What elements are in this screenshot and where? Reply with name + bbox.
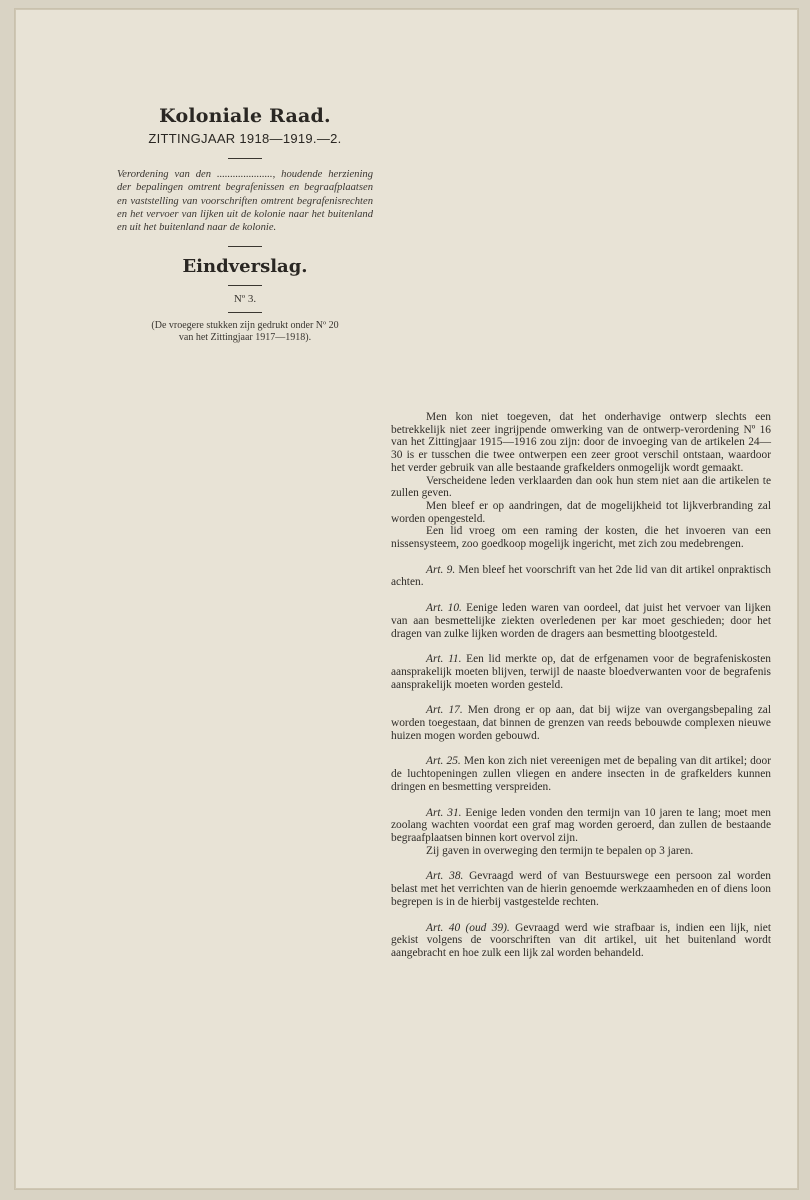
article-text: Eenige leden waren van oordeel, dat juist het vervoer van lijken van aan besmettelijke ziekten overledenen per kar moet geschieden; door het dragen van zulke lijken worden de dragers aan besmetting blootgesteld.: [391, 602, 771, 640]
divider: [228, 158, 262, 159]
article-label-extra: (oud 39).: [465, 921, 510, 934]
note-line: van het Zittingjaar 1917—1918).: [178, 331, 312, 343]
paragraph: Men kon niet toegeven, dat het onderhavige ontwerp slechts een betrekkelijk niet zeer ingrijpende omwerking van de ontwerp-verordening Nº 16 van het Zittingjaar 1915—1916 zou zijn: door de invoeging van de artikelen 24—30 is er tusschen die twee ontwerpen een zeer groot verschil ontstaan, waardoor het verder gebruik van alle bestaande grafkelders onmogelijk wordt gemaakt.: [391, 411, 771, 474]
report-title: Eindverslag.: [182, 256, 308, 278]
divider: [228, 312, 262, 313]
article-paragraph: [391, 755, 771, 793]
council-title: Koloniale Raad.: [159, 105, 331, 127]
paragraph: Een lid vroeg om een raming der kosten, die het invoeren van een nissensysteem, zoo goedkoop mogelijk ingericht, met zich zou medebrengen.: [391, 525, 771, 551]
report-body: [391, 411, 771, 960]
document-header: [115, 105, 375, 343]
article-paragraph: [391, 602, 771, 640]
article-label: Art. 10.: [426, 602, 462, 615]
ordinance-description: Verordening van den ....................., houdende herziening der bepalingen omtrent begrafenissen en begraafplaatsen en vaststelling van voorschriften omtrent begrafenisrechten en het vervoer van lijken uit de kolonie naar het buitenland en uit het buitenland naar de kolonie.: [117, 169, 373, 234]
article-text: Men kon zich niet vereenigen met de bepaling van dit artikel; door de luchtopeningen zullen vliegen en andere insecten in de grafkelders kunnen dringen en besmetting verspreiden.: [391, 755, 771, 793]
article-text: Men bleef het voorschrift van het 2de lid van dit artikel onpraktisch achten.: [391, 563, 772, 589]
article-label: Art. 11.: [426, 653, 462, 666]
article-label: Art. 17.: [426, 704, 463, 717]
article-paragraph: [391, 922, 771, 960]
paragraph: Men bleef er op aandringen, dat de mogelijkheid tot lijkverbranding zal worden opengesteld.: [391, 499, 771, 525]
previous-documents-note: [115, 320, 375, 343]
article-label: Art. 40: [426, 921, 461, 934]
article-paragraph: [391, 704, 771, 742]
document-page: [14, 8, 799, 1190]
article-paragraph: [391, 807, 771, 845]
article-text: Gevraagd werd wie strafbaar is, indien een lijk, niet gekist volgens de voorschriften van dit artikel, uit het buitenland wordt aangebracht en hoe zulk een lijk zal worden behandeld.: [391, 921, 771, 959]
note-line: (De vroegere stukken zijn gedrukt onder Nº 20: [151, 320, 339, 332]
divider: [228, 285, 262, 286]
paragraph: Verscheidene leden verklaarden dan ook hun stem niet aan die artikelen te zullen geven.: [391, 474, 771, 500]
article-paragraph: [391, 564, 771, 589]
article-paragraph: [391, 870, 771, 908]
article-text: Eenige leden vonden den termijn van 10 jaren te lang; moet men zoolang wachten voordat een graf mag worden geroerd, dan zullen de bestaande begraafplaatsen binnen kort overvol zijn.: [391, 806, 771, 844]
article-paragraph: [391, 653, 771, 691]
session-year: ZITTINGJAAR 1918—1919.—2.: [148, 131, 342, 146]
article-label: Art. 9.: [426, 563, 456, 576]
article-label: Art. 31.: [426, 806, 462, 819]
article-label: Art. 25.: [426, 755, 461, 768]
article-text: Gevraagd werd of van Bestuurswege een persoon zal worden belast met het verrichten van de hierin genoemde werkzaamheden en of diens loon begrepen is in de hierbij vastgestelde rechten.: [391, 870, 771, 908]
paragraph: Zij gaven in overweging den termijn te bepalen op 3 jaren.: [426, 844, 694, 857]
article-label: Art. 38.: [426, 870, 464, 883]
report-number: Nº 3.: [233, 293, 257, 306]
article-text: Een lid merkte op, dat de erfgenamen voor de begrafeniskosten aansprakelijk moeten blijven, terwijl de naaste bloedverwanten voor de begrafenis aansprakelijk moeten worden gesteld.: [391, 653, 771, 691]
divider: [228, 246, 262, 247]
article-text: Men drong er op aan, dat bij wijze van overgangsbepaling zal worden toegestaan, dat binnen de grenzen van reeds bebouwde complexen nieuwe huizen mogen worden gebouwd.: [391, 704, 771, 742]
